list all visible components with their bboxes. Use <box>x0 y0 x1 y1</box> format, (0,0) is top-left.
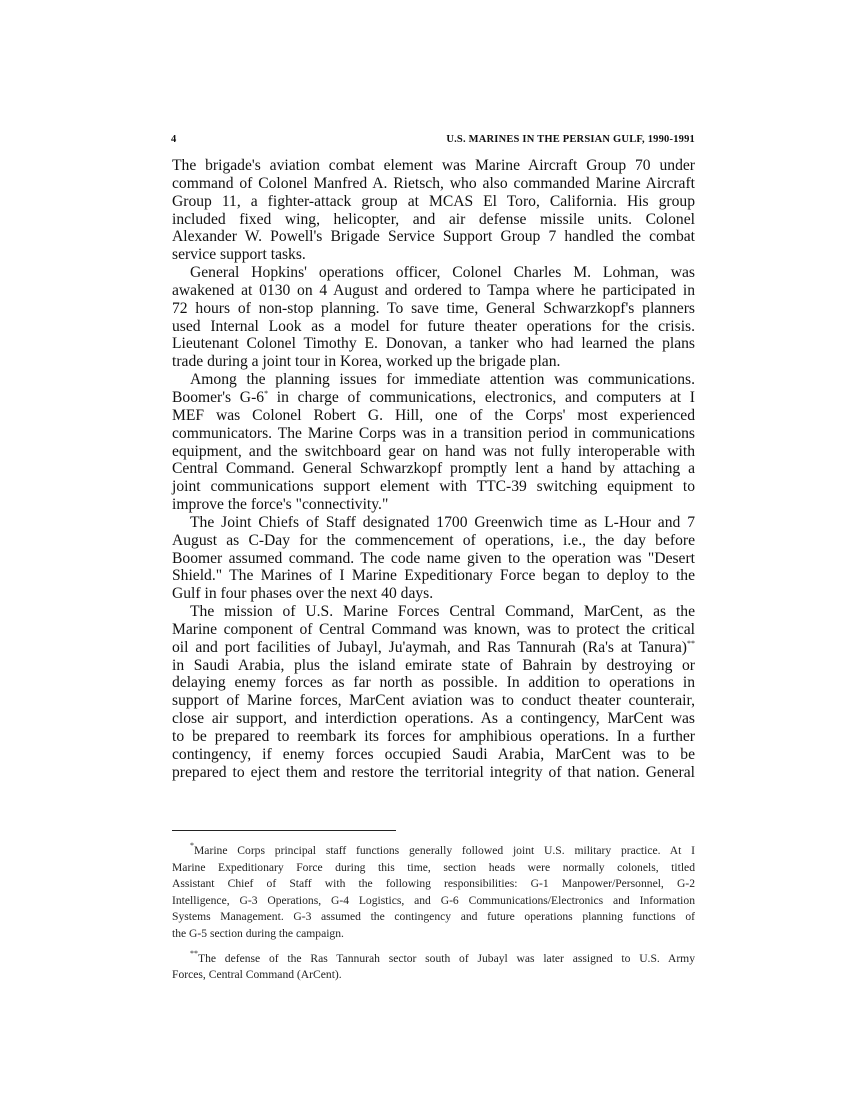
footnote-ref-1[interactable]: * <box>264 388 269 398</box>
body-line: Alexander W. Powell's Brigade Service Support Group 7 handled the combat <box>172 228 695 246</box>
footnote-ref-2[interactable]: ** <box>687 638 695 648</box>
body-line: trade during a joint tour in Korea, worked up the brigade plan. <box>172 353 561 371</box>
footnote-mark: * <box>190 841 194 850</box>
body-line: The mission of U.S. Marine Forces Central Command, MarCent, as the <box>190 603 695 621</box>
body-line: close air support, and interdiction operations. As a contingency, MarCent was <box>172 710 695 728</box>
footnote-line: Systems Management. G-3 assumed the contingency and future operations planning functions of <box>172 910 695 924</box>
body-line: communicators. The Marine Corps was in a transition period in communications <box>172 424 695 442</box>
body-line: support of Marine forces, MarCent aviation was to conduct theater counterair, <box>172 692 695 710</box>
body-line: The brigade's aviation combat element was Marine Aircraft Group 70 under <box>172 157 695 174</box>
page-number: 4 <box>171 134 177 145</box>
body-line: prepared to eject them and restore the territorial integrity of that nation. General <box>172 763 695 781</box>
body-line: Boomer assumed command. The code name given to the operation was "Desert <box>172 549 695 567</box>
body-line: equipment, and the switchboard gear on hand was not fully interoperable with <box>172 442 695 460</box>
body-line: Among the planning issues for immediate attention was communications. <box>190 371 695 389</box>
body-line: included fixed wing, helicopter, and air defense missile units. Colonel <box>172 210 695 228</box>
footnote-line <box>172 843 695 860</box>
body-line: command of Colonel Manfred A. Rietsch, who also commanded Marine Aircraft <box>172 174 695 192</box>
body-line: August as C-Day for the commencement of operations, i.e., the day before <box>172 531 695 549</box>
body-line-with-footnote <box>172 639 695 657</box>
footnote-mark: ** <box>190 948 198 958</box>
footnote-line: Assistant Chief of Staff with the following responsibilities: G-1 Manpower/Personnel, G-2 <box>172 877 695 891</box>
body-text <box>172 157 695 782</box>
body-line: to be prepared to reembark its forces for amphibious operations. In a further <box>172 728 695 745</box>
body-line: MEF was Colonel Robert G. Hill, one of the Corps' most experienced <box>172 406 695 424</box>
body-line: Central Command. General Schwarzkopf promptly lent a hand by attaching a <box>172 460 695 478</box>
body-line-part: in charge of communications, electronics, and computers at I <box>268 388 695 406</box>
footnote-separator <box>172 830 396 831</box>
footnote-line: Forces, Central Command (ArCent). <box>172 968 342 982</box>
running-title: U.S. MARINES IN THE PERSIAN GULF, 1990-1991 <box>446 134 695 145</box>
footnote-text: Marine Corps principal staff functions generally followed joint U.S. military practice. At I <box>194 844 695 857</box>
body-line: Lieutenant Colonel Timothy E. Donovan, a tanker who had learned the plans <box>172 335 695 353</box>
body-line: service support tasks. <box>172 246 306 264</box>
body-line: joint communications support element with TTC-39 switching equipment to <box>172 478 695 496</box>
body-line: Gulf in four phases over the next 40 days. <box>172 585 434 603</box>
footnote-line: Intelligence, G-3 Operations, G-4 Logistics, and G-6 Communications/Electronics and Information <box>172 893 695 907</box>
body-line: awakened at 0130 on 4 August and ordered to Tampa where he participated in <box>172 281 695 299</box>
footnote-1 <box>172 843 695 943</box>
body-line: contingency, if enemy forces occupied Saudi Arabia, MarCent was to be <box>172 745 695 763</box>
body-line-part: Boomer's G-6 <box>172 388 265 406</box>
body-line: used Internal Look as a model for future theater operations for the crisis. <box>172 317 695 335</box>
footnote-2 <box>172 948 695 984</box>
body-line: General Hopkins' operations officer, Colonel Charles M. Lohman, was <box>190 264 695 282</box>
footnote-line: Marine Expeditionary Force during this time, section heads were normally colonels, titled <box>172 860 695 874</box>
body-line: delaying enemy forces as far north as possible. In addition to operations in <box>172 674 695 692</box>
body-line: Group 11, a fighter-attack group at MCAS El Toro, California. His group <box>172 192 695 210</box>
footnote-line: the G-5 section during the campaign. <box>172 926 344 940</box>
running-header <box>171 134 695 150</box>
body-line: Marine component of Central Command was known, was to protect the critical <box>172 620 695 638</box>
body-line: Shield." The Marines of I Marine Expeditionary Force began to deploy to the <box>172 567 695 585</box>
body-line: 72 hours of non-stop planning. To save time, General Schwarzkopf's planners <box>172 299 695 317</box>
body-line: The Joint Chiefs of Staff designated 1700 Greenwich time as L-Hour and 7 <box>190 513 695 531</box>
footnote-line <box>172 948 695 968</box>
footnote-text: The defense of the Ras Tannurah sector south of Jubayl was later assigned to U.S. Army <box>198 951 695 965</box>
body-line-with-footnote <box>172 389 695 407</box>
body-line: in Saudi Arabia, plus the island emirate state of Bahrain by destroying or <box>172 656 695 674</box>
body-line: improve the force's "connectivity." <box>172 496 389 514</box>
footnotes <box>172 843 695 992</box>
body-line-part: oil and port facilities of Jubayl, Ju'aymah, and Ras Tannurah (Ra's at Tanura) <box>172 638 687 656</box>
